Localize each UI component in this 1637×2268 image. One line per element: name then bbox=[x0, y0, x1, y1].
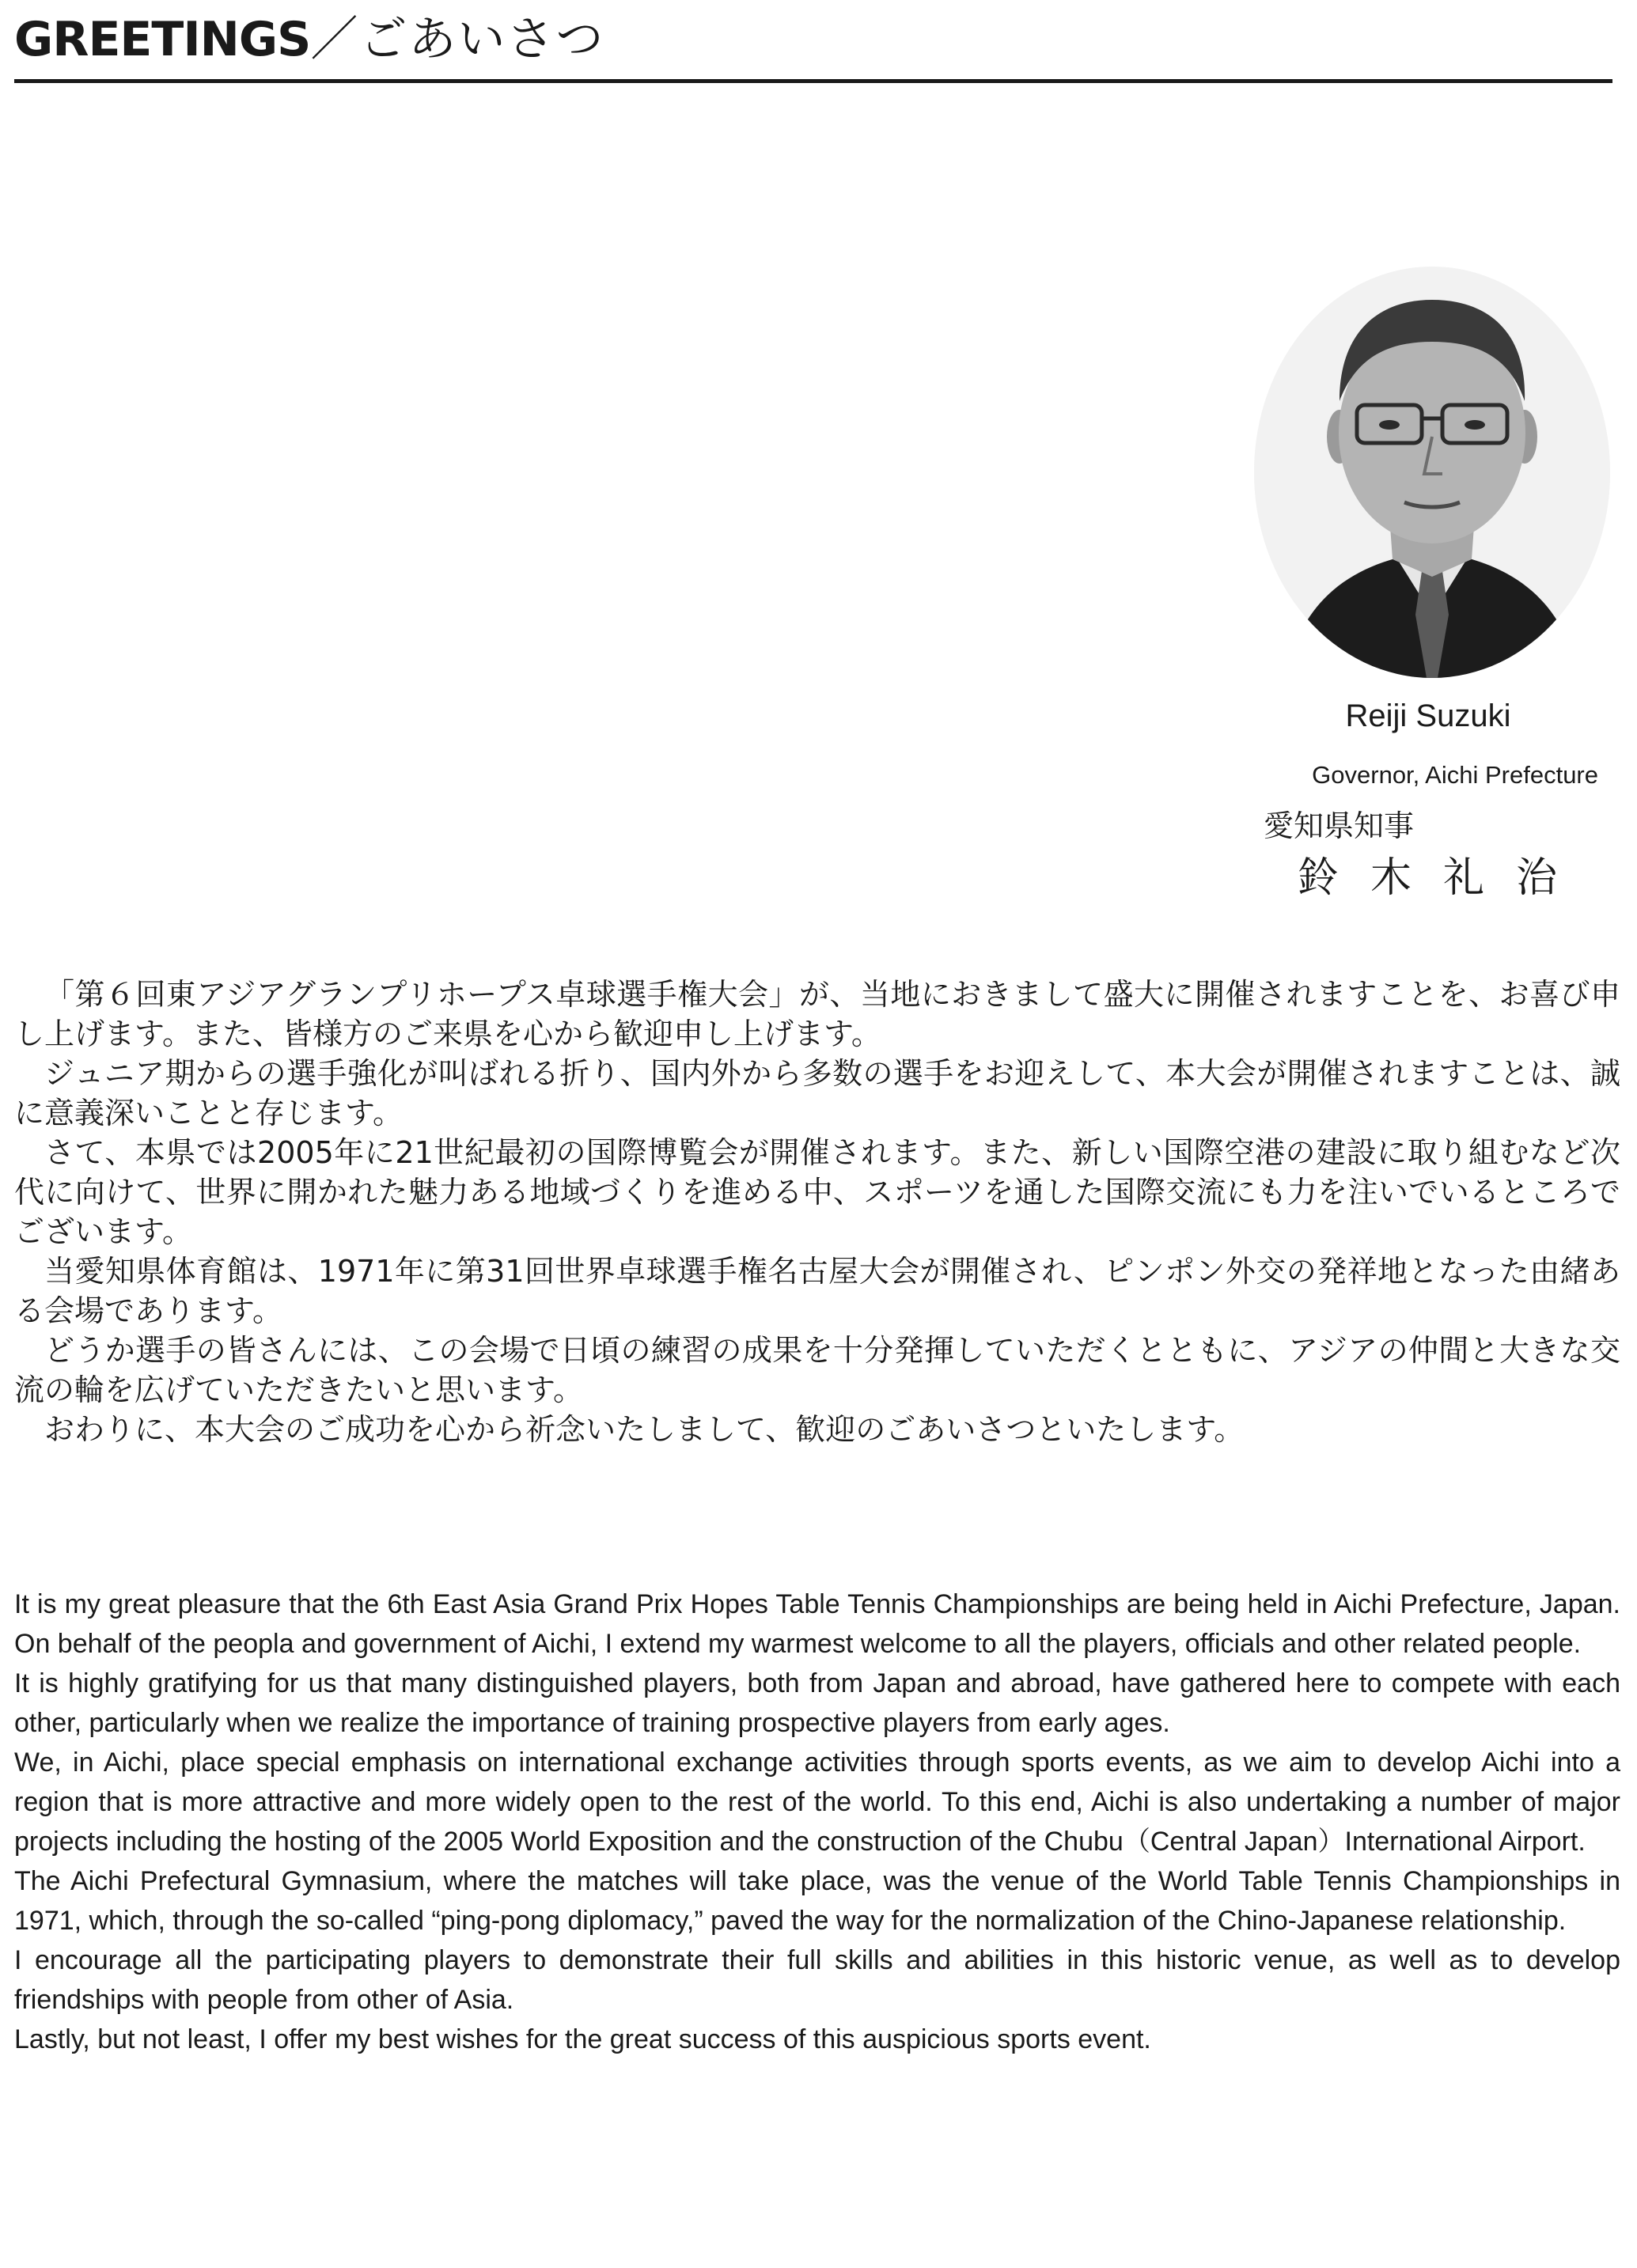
greeting-message-en bbox=[14, 1585, 1620, 2059]
portrait-illustration bbox=[1254, 267, 1610, 678]
author-portrait bbox=[1254, 267, 1610, 678]
paragraph-en: It is highly gratifying for us that many distinguished players, both from Japan and abroad, have gathered here to compete with each other, particularly when we realize the importance of training prospective players from early ages. bbox=[14, 1668, 1620, 1738]
paragraph-ja: おわりに、本大会のご成功を心から祈念いたしまして、歓迎のごあいさつといたします。 bbox=[44, 1412, 1245, 1447]
greeting-message-ja bbox=[14, 975, 1620, 1449]
paragraph-ja: どうか選手の皆さんには、この会場で日頃の練習の成果を十分発揮していただくとともに、アジアの仲間と大きな交流の輪を広げていただきたいと思います。 bbox=[14, 1333, 1620, 1407]
page-title-ja: ／ごあいさつ bbox=[310, 12, 605, 67]
paragraph-ja: 「第６回東アジアグランプリホープス卓球選手権大会」が、当地におきまして盛大に開催されますことを、お喜び申し上げます。また、皆様方のご来県を心から歓迎申し上げます。 bbox=[14, 977, 1620, 1051]
paragraph-en: I encourage all the participating players to demonstrate their full skills and abilities in this historic venue, as well as to develop friendships with people from other of Asia. bbox=[14, 1945, 1620, 2015]
paragraph-en: We, in Aichi, place special emphasis on international exchange activities through sports events, as we aim to develop Aichi into a region that is more attractive and more widely open to the rest of the world. To this end, Aichi is also undertaking a number of major projects including the hosting of the 2005 World Exposition and the construction of the Chubu（Central Japan）International Airport. bbox=[14, 1747, 1620, 1857]
paragraph-ja: 当愛知県体育館は、1971年に第31回世界卓球選手権名古屋大会が開催され、ピンポン外交の発祥地となった由緒ある会場であります。 bbox=[14, 1254, 1620, 1328]
page-title-en: GREETINGS bbox=[14, 12, 311, 67]
author-position-ja: 愛知県知事 bbox=[1264, 808, 1415, 843]
author-position-en: Governor, Aichi Prefecture bbox=[1312, 761, 1598, 789]
paragraph-ja: ジュニア期からの選手強化が叫ばれる折り、国内外から多数の選手をお迎えして、本大会が開催されますことは、誠に意義深いことと存じます。 bbox=[14, 1056, 1620, 1130]
page-title bbox=[14, 8, 604, 71]
paragraph-en: Lastly, but not least, I offer my best wishes for the great success of this auspicious sports event. bbox=[14, 2024, 1151, 2054]
paragraph-en: The Aichi Prefectural Gymnasium, where the matches will take place, was the venue of the World Table Tennis Championships in 1971, which, through the so-called “ping-pong diplomacy,” paved the way for the normalization of the Chino-Japanese relationship. bbox=[14, 1866, 1620, 1936]
author-name-en: Reiji Suzuki bbox=[1345, 699, 1511, 733]
author-name-ja: 鈴木礼治 bbox=[1298, 854, 1590, 902]
paragraph-en: It is my great pleasure that the 6th East Asia Grand Prix Hopes Table Tennis Championships are being held in Aichi Prefecture, Japan. On behalf of the peopla and government of Aichi, I extend my warmest welcome to all the players, officials and other related people. bbox=[14, 1589, 1620, 1659]
page-header bbox=[14, 0, 1612, 83]
paragraph-ja: さて、本県では2005年に21世紀最初の国際博覧会が開催されます。また、新しい国際空港の建設に取り組むなど次代に向けて、世界に開かれた魅力ある地域づくりを進める中、スポーツを通した国際交流にも力を注いでいるところでございます。 bbox=[14, 1135, 1620, 1249]
